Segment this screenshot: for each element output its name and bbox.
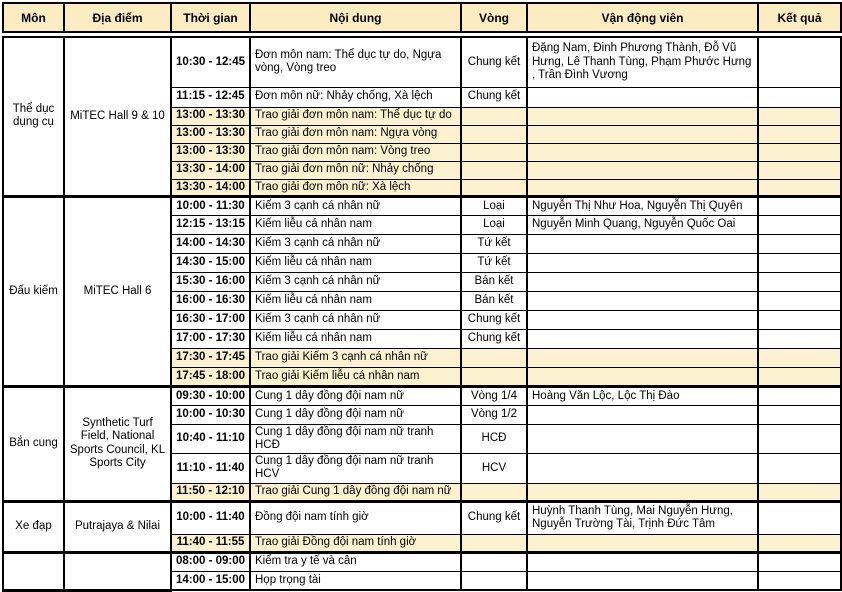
round-cell [461,534,527,552]
time-cell: 11:15 - 12:45 [171,87,250,107]
athletes-cell [527,234,758,253]
result-cell [758,234,841,253]
round-cell: Chung kết [461,37,527,87]
result-cell [758,215,841,234]
event-cell: Kiếm 3 cạnh cá nhân nữ [250,272,461,291]
sport-cell [3,552,64,590]
round-cell [461,143,527,161]
sport-cell: Thể dục dụng cụ [3,37,64,196]
athletes-cell [527,125,758,143]
athletes-cell: Nguyễn Thị Như Hoa, Nguyễn Thị Quyên [527,196,758,215]
round-cell [461,367,527,386]
column-header-time: Thời gian [171,3,250,32]
event-cell: Họp trọng tài [250,571,461,590]
result-cell [758,143,841,161]
event-cell: Trao giải Kiếm liễu cá nhân nam [250,367,461,386]
time-cell: 13:30 - 14:00 [171,161,250,179]
result-cell [758,253,841,272]
time-cell: 13:00 - 13:30 [171,107,250,125]
result-cell [758,552,841,571]
result-cell [758,161,841,179]
time-cell: 17:00 - 17:30 [171,329,250,348]
sport-cell: Đấu kiếm [3,196,64,386]
event-cell: Kiếm liễu cá nhân nam [250,215,461,234]
time-cell: 10:00 - 10:30 [171,405,250,424]
result-cell [758,424,841,453]
athletes-cell [527,405,758,424]
table-row [3,386,841,405]
sport-cell: Xe đạp [3,501,64,552]
result-cell [758,196,841,215]
event-cell: Đồng đội nam tính giờ [250,501,461,534]
event-cell: Đơn môn nam: Thể dục tự do, Ngựa vòng, Vòng treo [250,37,461,87]
event-cell: Trao giải đơn môn nữ: Xà lệch [250,179,461,196]
venue-cell: Synthetic Turf Field, National Sports Council, KL Sports City [64,386,171,501]
table-row [3,552,841,571]
time-cell: 10:00 - 11:30 [171,196,250,215]
athletes-cell [527,571,758,590]
event-cell: Cung 1 dây đồng đội nam nữ tranh HCĐ [250,424,461,453]
event-cell: Kiếm 3 cạnh cá nhân nữ [250,196,461,215]
round-cell: Chung kết [461,329,527,348]
round-cell: Chung kết [461,501,527,534]
round-cell: Chung kết [461,87,527,107]
round-cell [461,483,527,501]
time-cell: 16:00 - 16:30 [171,291,250,310]
round-cell [461,161,527,179]
athletes-cell [527,552,758,571]
athletes-cell: Đặng Nam, Đinh Phương Thành, Đỗ Vũ Hưng, Lê Thanh Tùng, Phạm Phước Hưng , Trần Đình Vương [527,37,758,87]
result-cell [758,386,841,405]
column-header-event: Nội dung [250,3,461,32]
result-cell [758,291,841,310]
time-cell: 15:30 - 16:00 [171,272,250,291]
header-row [3,3,841,32]
venue-cell: MiTEC Hall 6 [64,196,171,386]
event-cell: Trao giải đơn môn nữ: Nhảy chống [250,161,461,179]
time-cell: 16:30 - 17:00 [171,310,250,329]
athletes-cell [527,161,758,179]
round-cell: Tứ kết [461,234,527,253]
time-cell: 11:40 - 11:55 [171,534,250,552]
athletes-cell [527,291,758,310]
round-cell: Loại [461,215,527,234]
round-cell: HCV [461,454,527,483]
event-cell: Kiếm liễu cá nhân nam [250,329,461,348]
athletes-cell: Huỳnh Thanh Tùng, Mai Nguyễn Hưng, Nguyễn Trường Tài, Trịnh Đức Tâm [527,501,758,534]
round-cell [461,571,527,590]
time-cell: 08:00 - 09:00 [171,552,250,571]
result-cell [758,125,841,143]
athletes-cell [527,367,758,386]
schedule-header-table [2,2,842,33]
event-cell: Cung 1 dây đồng đội nam nữ [250,386,461,405]
time-cell: 10:00 - 11:40 [171,501,250,534]
column-header-round: Vòng [461,3,527,32]
result-cell [758,179,841,196]
result-cell [758,367,841,386]
athletes-cell [527,87,758,107]
athletes-cell [527,329,758,348]
result-cell [758,272,841,291]
table-row [3,196,841,215]
result-cell [758,483,841,501]
athletes-cell: Hoàng Văn Lộc, Lộc Thị Đào [527,386,758,405]
athletes-cell [527,310,758,329]
event-cell: Trao giải đơn môn nam: Ngựa vòng [250,125,461,143]
round-cell: HCĐ [461,424,527,453]
table-row [3,37,841,87]
athletes-cell [527,454,758,483]
event-cell: Kiếm 3 cạnh cá nhân nữ [250,310,461,329]
event-cell: Trao giải đơn môn nam: Thể dục tự do [250,107,461,125]
result-cell [758,454,841,483]
round-cell: Vòng 1/2 [461,405,527,424]
sport-cell: Bắn cung [3,386,64,501]
athletes-cell: Nguyễn Minh Quang, Nguyễn Quốc Oai [527,215,758,234]
column-header-result: Kết quả [758,3,841,32]
column-header-venue: Địa điểm [64,3,171,32]
athletes-cell [527,424,758,453]
round-cell: Bán kết [461,272,527,291]
table-row [3,501,841,534]
athletes-cell [527,143,758,161]
event-cell: Kiếm liễu cá nhân nam [250,291,461,310]
round-cell [461,552,527,571]
time-cell: 13:00 - 13:30 [171,143,250,161]
time-cell: 11:50 - 12:10 [171,483,250,501]
result-cell [758,348,841,367]
round-cell [461,107,527,125]
event-cell: Cung 1 dây đồng đội nam nữ [250,405,461,424]
venue-cell [64,552,171,590]
athletes-cell [527,483,758,501]
result-cell [758,329,841,348]
athletes-cell [527,272,758,291]
round-cell: Loại [461,196,527,215]
athletes-cell [527,534,758,552]
event-cell: Trao giải Cung 1 dây đồng đội nam nữ [250,483,461,501]
athletes-cell [527,348,758,367]
round-cell [461,179,527,196]
result-cell [758,107,841,125]
event-cell: Kiểm tra y tế và cân [250,552,461,571]
event-cell: Trao giải đơn môn nam: Vòng treo [250,143,461,161]
time-cell: 10:40 - 11:10 [171,424,250,453]
column-header-athletes: Vận động viên [527,3,758,32]
round-cell: Chung kết [461,310,527,329]
time-cell: 13:30 - 14:00 [171,179,250,196]
result-cell [758,571,841,590]
time-cell: 11:10 - 11:40 [171,454,250,483]
athletes-cell [527,179,758,196]
athletes-cell [527,107,758,125]
event-cell: Trao giải Đồng đội nam tính giờ [250,534,461,552]
event-cell: Đơn môn nữ: Nhảy chống, Xà lệch [250,87,461,107]
result-cell [758,534,841,552]
schedule-body-table [2,36,842,592]
time-cell: 09:30 - 10:00 [171,386,250,405]
time-cell: 14:00 - 15:00 [171,571,250,590]
round-cell [461,125,527,143]
time-cell: 17:45 - 18:00 [171,367,250,386]
venue-cell: Putrajaya & Nilai [64,501,171,552]
result-cell [758,37,841,87]
column-header-sport: Môn [3,3,64,32]
result-cell [758,405,841,424]
round-cell: Bán kết [461,291,527,310]
round-cell: Tứ kết [461,253,527,272]
event-cell: Kiếm liễu cá nhân nam [250,253,461,272]
time-cell: 14:00 - 14:30 [171,234,250,253]
venue-cell: MiTEC Hall 9 & 10 [64,37,171,196]
round-cell: Vòng 1/4 [461,386,527,405]
result-cell [758,310,841,329]
time-cell: 17:30 - 17:45 [171,348,250,367]
result-cell [758,87,841,107]
round-cell [461,348,527,367]
event-cell: Kiếm 3 cạnh cá nhân nữ [250,234,461,253]
time-cell: 12:15 - 13:15 [171,215,250,234]
event-cell: Trao giải Kiếm 3 cạnh cá nhân nữ [250,348,461,367]
time-cell: 14:30 - 15:00 [171,253,250,272]
result-cell [758,501,841,534]
athletes-cell [527,253,758,272]
time-cell: 13:00 - 13:30 [171,125,250,143]
event-cell: Cung 1 dây đồng đội nam nữ tranh HCV [250,454,461,483]
time-cell: 10:30 - 12:45 [171,37,250,87]
